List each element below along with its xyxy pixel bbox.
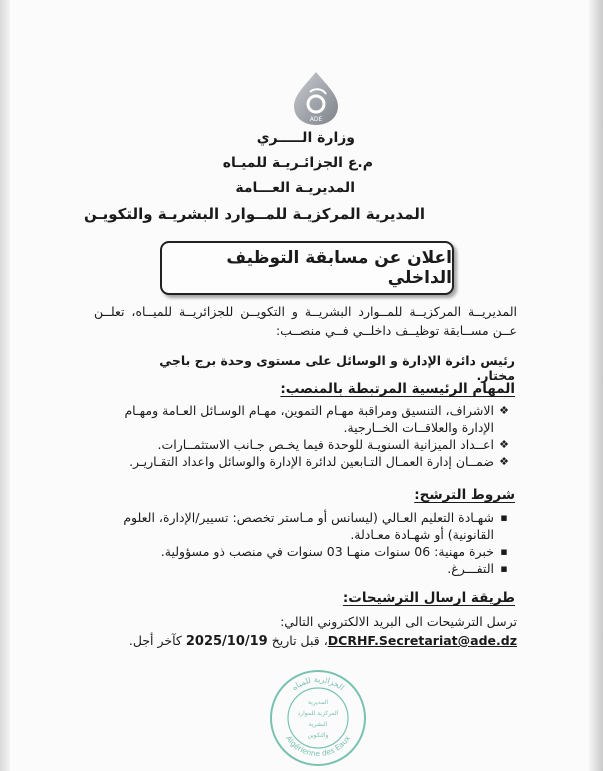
conditions-list bbox=[90, 509, 510, 577]
ministry-name: وزارة الـــــري bbox=[256, 130, 355, 146]
email-link[interactable]: DCRHF.Secretariat@ade.dz bbox=[327, 633, 517, 648]
square-bullet-icon: ▪ bbox=[500, 562, 508, 575]
directorate-general: المديريـة العـــامة bbox=[235, 180, 355, 196]
diamond-bullet-icon: ❖ bbox=[499, 455, 509, 468]
intro-paragraph: المديريــة المركزيــة للمــوارد البشريــة و التكويــن للجزائريــة للميــاه، تعلــن عــن مســابقة توظيــف داخلــي فــي منصــب: bbox=[94, 304, 517, 338]
tasks-heading: المهام الرئيسية المرتبطة بالمنصب: bbox=[280, 381, 515, 397]
announcement-title: اعلان عن مسابقة التوظيف الداخلي bbox=[160, 241, 454, 295]
tasks-list bbox=[90, 402, 510, 470]
list-item: ▪ شهـادة التعليم العـالي (ليسانس أو مـاستر تخصص: تسيير/الإدارة، العلوم القانونية) أو شهـادة معـادلة. bbox=[90, 509, 510, 543]
svg-text:البشرية: البشرية bbox=[308, 721, 328, 728]
diamond-bullet-icon: ❖ bbox=[499, 438, 509, 451]
svg-text:والتكوين: والتكوين bbox=[307, 732, 329, 739]
list-item: ▪ التفـــرغ. bbox=[90, 560, 510, 577]
list-item: ▪ خبرة مهنية: 06 سنوات منهـا 03 سنوات في منصب ذو مسؤولية. bbox=[90, 543, 510, 560]
svg-text:المركزية للموارد: المركزية للموارد bbox=[297, 710, 339, 717]
square-bullet-icon: ▪ bbox=[500, 511, 508, 524]
diamond-bullet-icon: ❖ bbox=[499, 404, 509, 417]
sending-heading: طريقة ارسال الترشيحات: bbox=[342, 590, 515, 606]
ade-logo-icon bbox=[288, 70, 344, 126]
position-title: رئيس دائرة الإدارة و الوسائل على مستوى وحدة برج باجي مختار. bbox=[159, 353, 515, 383]
official-stamp-icon bbox=[268, 668, 368, 768]
svg-text:المديرية: المديرية bbox=[308, 699, 328, 706]
page-shadow-left bbox=[0, 0, 10, 771]
svg-text:الجزائرية للمياه: الجزائرية للمياه bbox=[290, 674, 346, 693]
list-item: ❖ اعــداد الميزانية السنويـة للوحدة فيما يخـص جـانب الاستثمــارات. bbox=[157, 437, 509, 452]
deadline-date: 2025/10/19 bbox=[185, 634, 268, 649]
list-item: ❖ الاشراف، التنسيق ومراقبة مهـام التموين، مهـام الوسـائل العـامة ومهـام الإدارة والعلاقــات الخــارجية. bbox=[124, 403, 509, 435]
page-shadow-right bbox=[589, 0, 603, 771]
list-item: ❖ ضمــان إدارة العمـال التـابعين لدائرة الإدارة والوسائل واعداد التقـاريـر. bbox=[129, 454, 509, 469]
conditions-heading: شروط الترشح: bbox=[414, 487, 515, 503]
sending-paragraph: ترسل الترشيحات الى البريد الالكتروني التالي: DCRHF.Secretariat@ade.dz، قبل تاريخ 2025/10/19 كآخر أجل. bbox=[128, 614, 517, 649]
hr-directorate: المديرية المركزيـة للمــوارد البشريـة والتكويـن bbox=[83, 205, 425, 223]
svg-text:Algérienne des Eaux: Algérienne des Eaux bbox=[283, 733, 353, 759]
company-name: م.ع الجزائـريـة للميـاه bbox=[222, 155, 373, 171]
square-bullet-icon: ▪ bbox=[500, 545, 508, 558]
svg-text:ADE: ADE bbox=[309, 116, 323, 123]
